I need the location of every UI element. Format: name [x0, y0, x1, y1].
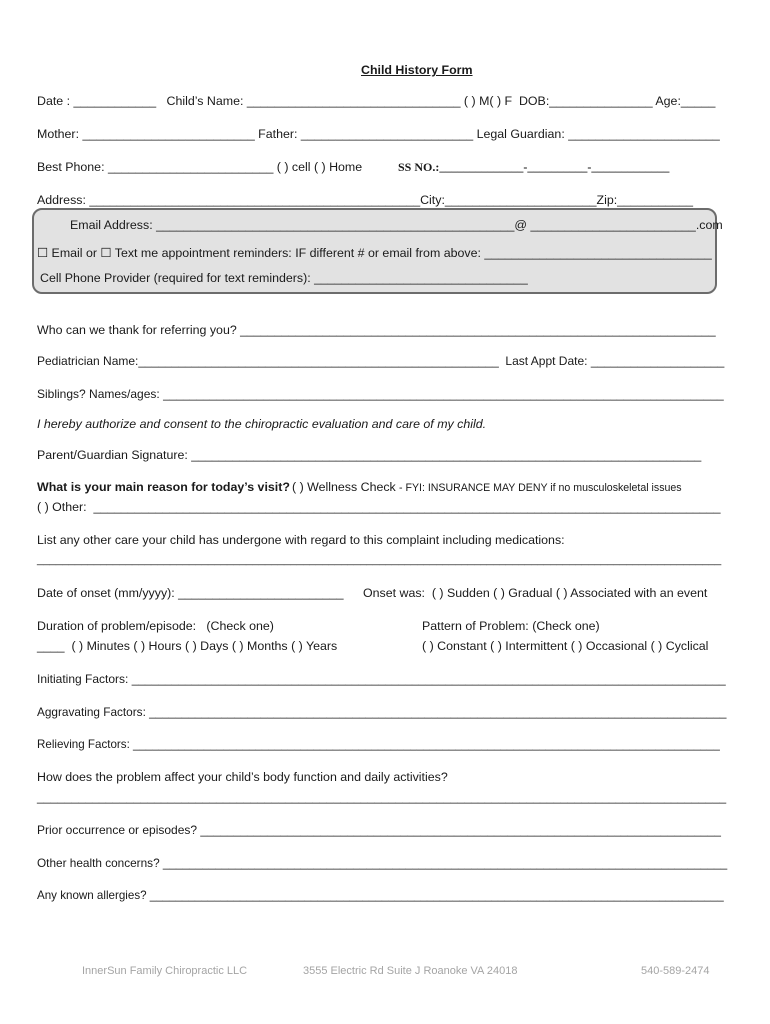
reason-other-line: ( ) Other: ___________________________________________________________________________________________	[37, 500, 721, 514]
pattern-options: ( ) Constant ( ) Intermittent ( ) Occasional ( ) Cyclical	[422, 639, 709, 653]
reason-question: What is your main reason for today’s visit?	[37, 480, 290, 494]
reminders-line: ☐ Email or ☐ Text me appointment reminders: IF different # or email from above: _________________________________	[37, 246, 712, 260]
allergies-line: Any known allergies? _________________________________________________________________________________________	[37, 889, 724, 902]
function-question: How does the problem affect your child’s body function and daily activities?	[37, 770, 448, 784]
insurance-note: - FYI: INSURANCE MAY DENY if no musculoskeletal issues	[399, 482, 682, 494]
pattern-label: Pattern of Problem: (Check one)	[422, 619, 600, 633]
parents-line: Mother: _________________________ Father: _________________________ Legal Guardian: ______________________	[37, 127, 720, 141]
footer-business-name: InnerSun Family Chiropractic LLC	[82, 965, 248, 977]
cell-provider-line: Cell Phone Provider (required for text reminders): _______________________________	[40, 271, 528, 285]
onset-date-line: Date of onset (mm/yyyy): ________________________	[37, 586, 344, 600]
referral-line: Who can we thank for referring you? _____________________________________________________________________	[37, 323, 716, 337]
wellness-check-option: ( ) Wellness Check	[292, 480, 396, 494]
other-care-question: List any other care your child has undergone with regard to this complaint including medications:	[37, 533, 565, 547]
relieving-factors-line: Relieving Factors: ___________________________________________________________________________________________	[37, 738, 720, 751]
pediatrician-line: Pediatrician Name:______________________________________________________ Last Appt Date: ____________________	[37, 354, 725, 368]
date-name-dob-line: Date : ____________ Child’s Name: _______________________________ ( ) M( ) F DOB:_______________ Age:_____	[37, 94, 716, 108]
consent-statement: I hereby authorize and consent to the chiropractic evaluation and care of my child.	[37, 417, 487, 431]
duration-label: Duration of problem/episode: (Check one)	[37, 619, 274, 633]
other-health-line: Other health concerns? ______________________________________________________________________________________	[37, 856, 728, 870]
prior-occurrence-line: Prior occurrence or episodes? ______________________________________________________________________________	[37, 823, 721, 837]
address-line: Address: ________________________________________________City:______________________Zip:___________	[37, 193, 693, 207]
phone-line: Best Phone: ________________________ ( ) cell ( ) Home	[37, 160, 363, 174]
footer-address: 3555 Electric Rd Suite J Roanoke VA 24018	[303, 965, 518, 977]
signature-line: Parent/Guardian Signature: __________________________________________________________________________	[37, 448, 702, 462]
email-line: Email Address: ____________________________________________________@ ________________________.com	[70, 218, 723, 232]
duration-options: ____ ( ) Minutes ( ) Hours ( ) Days ( ) Months ( ) Years	[37, 639, 338, 653]
aggravating-factors-line: Aggravating Factors: ________________________________________________________________________________________	[37, 705, 727, 719]
siblings-line: Siblings? Names/ages: ____________________________________________________________________________________	[37, 387, 724, 401]
ssn-line: SS NO.:______________-__________-_____________	[398, 160, 670, 174]
onset-type-line: Onset was: ( ) Sudden ( ) Gradual ( ) Associated with an event	[363, 586, 708, 600]
footer-phone: 540-589-2474	[641, 965, 710, 977]
other-care-blank: ____________________________________________________________________________________________________________	[37, 554, 722, 566]
function-blank: ____________________________________________________________________________________________________	[37, 790, 727, 804]
initiating-factors-line: Initiating Factors: _________________________________________________________________________________________	[37, 672, 726, 686]
form-title: Child History Form	[361, 63, 473, 77]
